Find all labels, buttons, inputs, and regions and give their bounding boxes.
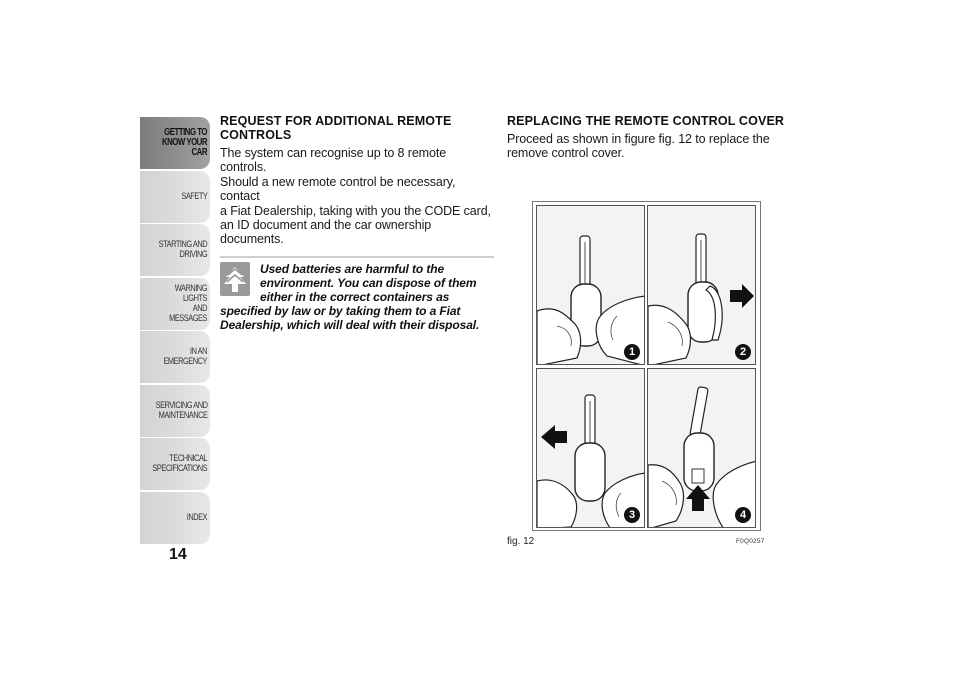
step-badge: 1	[624, 344, 640, 360]
step-badge: 2	[735, 344, 751, 360]
additional-remote-controls-section	[220, 114, 494, 332]
note-text	[220, 262, 494, 332]
step-badge: 3	[624, 507, 640, 523]
tab-label: TECHNICAL SPECIFICATIONS	[152, 453, 207, 474]
body-line: remove control cover.	[507, 146, 625, 161]
note-line: environment. You can dispose of them	[260, 275, 477, 290]
note-line: Used batteries are harmful to the	[260, 261, 445, 276]
hand-holding-key-illustration	[537, 206, 645, 365]
step-badge: 4	[735, 507, 751, 523]
tab-label: STARTING AND DRIVING	[158, 239, 207, 260]
heading-line: CONTROLS	[220, 128, 292, 142]
tab-index[interactable]	[140, 492, 210, 544]
heading-line: REQUEST FOR ADDITIONAL REMOTE	[220, 114, 452, 128]
chapter-tabs	[140, 117, 210, 545]
tab-technical-specifications[interactable]	[140, 438, 210, 490]
figure-code: F0Q0257	[736, 538, 765, 545]
tab-label: INDEX	[186, 511, 207, 523]
tab-safety[interactable]	[140, 171, 210, 223]
tab-label: WARNING LIGHTS AND MESSAGES	[169, 282, 207, 324]
tab-warning-lights-and-messages[interactable]	[140, 278, 210, 330]
tab-servicing-and-maintenance[interactable]	[140, 385, 210, 437]
step-3-illustration	[536, 368, 645, 528]
tab-label: SAFETY	[180, 190, 207, 202]
tab-starting-and-driving[interactable]	[140, 224, 210, 276]
tab-label: IN AN EMERGENCY	[163, 346, 207, 367]
body-line: an ID document and the car ownership documents.	[220, 218, 432, 247]
figure-caption: fig. 12	[507, 536, 535, 547]
note-divider	[220, 256, 494, 258]
page-number: 14	[169, 546, 187, 563]
replacing-cover-section	[507, 114, 807, 161]
environment-note	[220, 262, 494, 332]
tab-label: GETTING TO KNOW YOUR CAR	[161, 127, 207, 158]
step-1-illustration	[536, 205, 645, 365]
step-4-illustration	[647, 368, 756, 528]
recycle-tree-icon	[220, 262, 250, 296]
body-line: Should a new remote control be necessary, contact	[220, 174, 456, 204]
body-line: a Fiat Dealership, taking with you the CODE card,	[220, 203, 491, 218]
note-line: Dealership, which will deal with their disposal.	[220, 317, 480, 332]
section-body	[220, 146, 494, 247]
section-heading: REPLACING THE REMOTE CONTROL COVER	[507, 114, 785, 128]
note-line: specified by law or by taking them to a Fiat	[220, 303, 461, 318]
tab-in-an-emergency[interactable]	[140, 331, 210, 383]
body-line: Proceed as shown in figure fig. 12 to replace the	[507, 132, 770, 146]
figure-12	[532, 201, 761, 531]
hand-holding-key-illustration	[648, 206, 756, 365]
note-line: either in the correct containers as	[260, 289, 450, 304]
tab-getting-to-know-your-car[interactable]	[140, 117, 210, 169]
tab-label: SERVICING AND MAINTENANCE	[155, 399, 207, 421]
section-body	[507, 132, 807, 161]
step-2-illustration	[647, 205, 756, 365]
body-line: The system can recognise up to 8 remote controls.	[220, 146, 447, 175]
section-heading	[220, 114, 494, 142]
hand-holding-key-illustration	[537, 369, 645, 528]
hand-holding-key-illustration	[648, 369, 756, 528]
